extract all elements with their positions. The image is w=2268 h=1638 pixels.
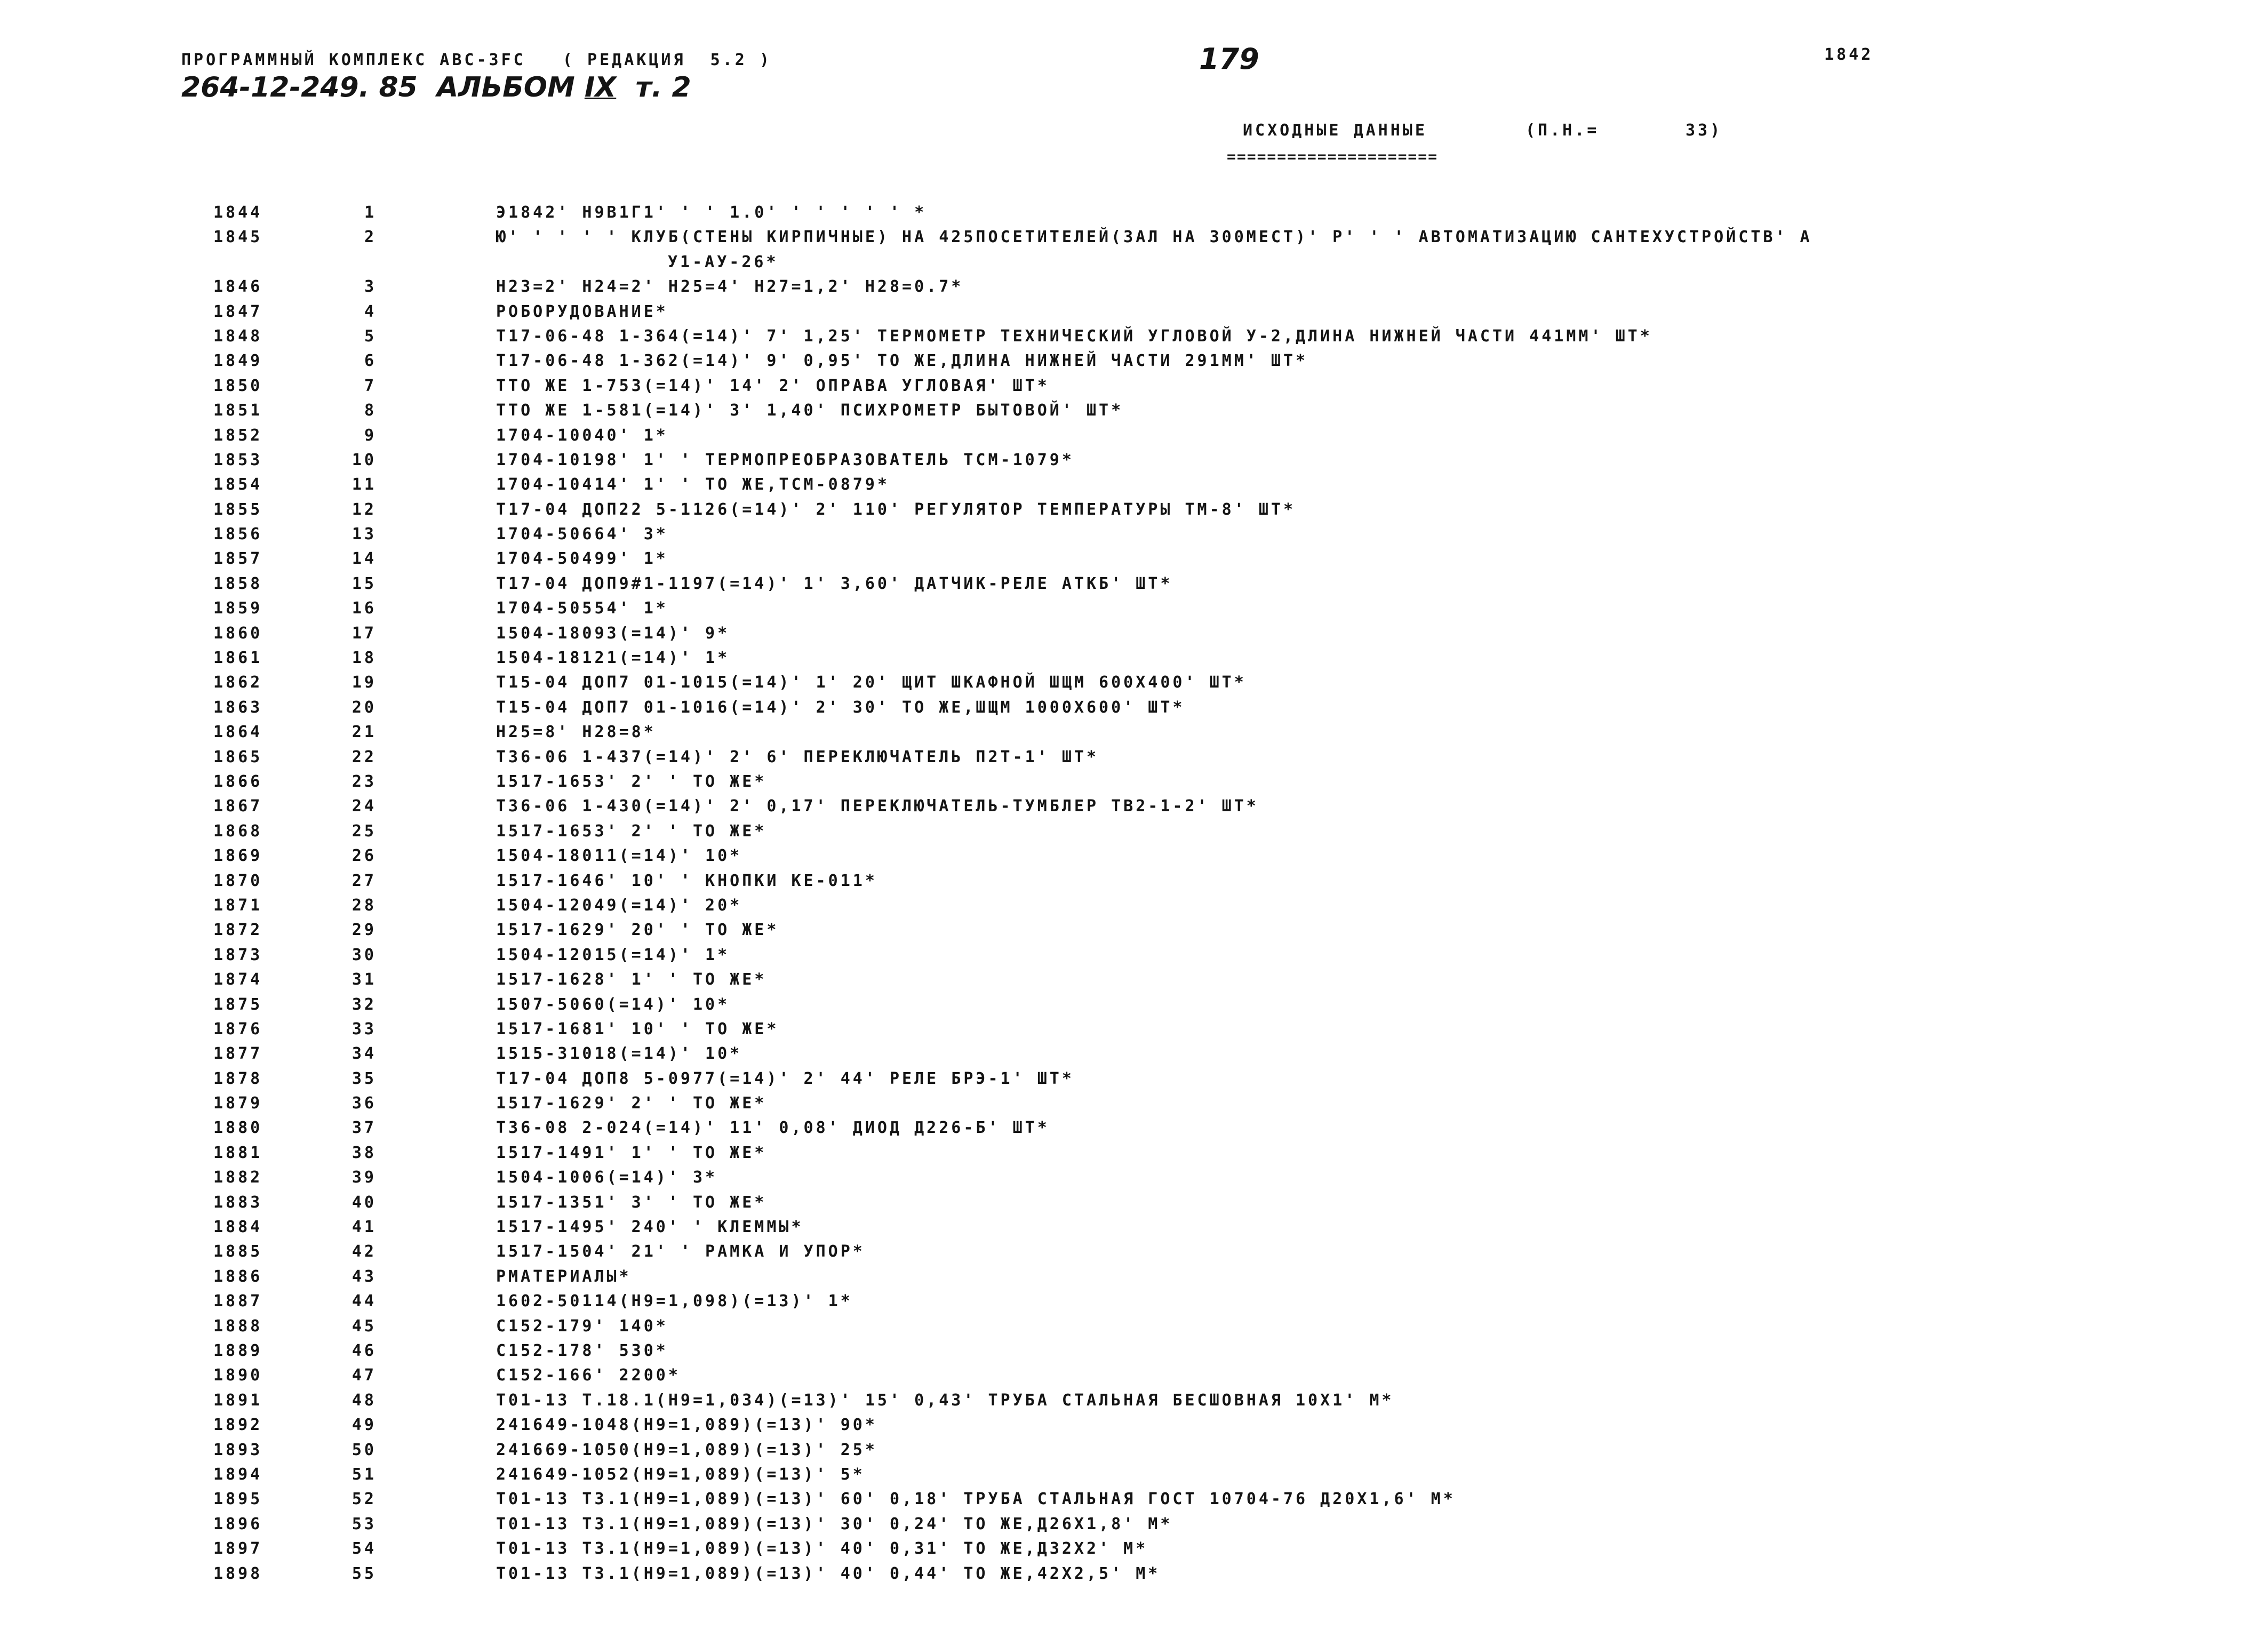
record-number: 1879 bbox=[213, 1094, 263, 1113]
ph-value: 33) bbox=[1686, 121, 1723, 140]
program-header: ПРОГРАММНЫЙ КОМПЛЕКС АВС-ЗFС ( РЕДАКЦИЯ 5.2 ) bbox=[181, 51, 772, 69]
record-text: Т01-13 Т3.1(Н9=1,089)(=13)' 60' 0,18' ТРУБА СТАЛЬНАЯ ГОСТ 10704-76 Д20Х1,6' М* bbox=[496, 1490, 1456, 1509]
record-number: 1853 bbox=[213, 450, 263, 469]
record-number: 1846 bbox=[213, 277, 263, 297]
record-text: 1704-50664' 3* bbox=[496, 525, 668, 544]
listing-row bbox=[0, 424, 2268, 448]
record-text: Т15-04 ДОП7 01-1016(=14)' 2' 30' ТО ЖЕ,ШЩМ 1000Х600' ШТ* bbox=[496, 698, 1185, 717]
listing-row bbox=[0, 1265, 2268, 1289]
record-text: С152-166' 2200* bbox=[496, 1366, 681, 1385]
sequence-number: 53 bbox=[352, 1514, 377, 1533]
record-number: 1888 bbox=[213, 1316, 263, 1336]
listing-row bbox=[0, 300, 2268, 324]
album-roman-numeral: IX bbox=[584, 71, 617, 103]
record-number: 1856 bbox=[213, 525, 263, 544]
listing-row bbox=[0, 869, 2268, 893]
data-listing bbox=[0, 201, 2268, 1586]
record-text: 1504-12049(=14)' 20* bbox=[496, 896, 742, 915]
record-text: Т17-04 ДОП9#1-1197(=14)' 1' 3,60' ДАТЧИК-РЕЛЕ АТКБ' ШТ* bbox=[496, 574, 1173, 593]
record-text: Т17-06-48 1-362(=14)' 9' 0,95' ТО ЖЕ,ДЛИНА НИЖНЕЙ ЧАСТИ 291ММ' ШТ* bbox=[496, 351, 1308, 371]
record-text: Т01-13 Т.18.1(Н9=1,034)(=13)' 15' 0,43' ТРУБА СТАЛЬНАЯ БЕСШОВНАЯ 10Х1' М* bbox=[496, 1391, 1394, 1410]
sequence-number: 6 bbox=[364, 351, 377, 371]
listing-row bbox=[0, 324, 2268, 349]
record-text: Т17-06-48 1-364(=14)' 7' 1,25' ТЕРМОМЕТР ТЕХНИЧЕСКИЙ УГЛОВОЙ У-2,ДЛИНА НИЖНЕЙ ЧАСТИ 441ММ' ШТ* bbox=[496, 326, 1652, 346]
sequence-number: 4 bbox=[364, 302, 377, 321]
listing-row bbox=[0, 201, 2268, 225]
record-text: Т17-04 ДОП22 5-1126(=14)' 2' 110' РЕГУЛЯТОР ТЕМПЕРАТУРЫ ТМ-8' ШТ* bbox=[496, 500, 1296, 519]
listing-row bbox=[0, 498, 2268, 522]
ph-label: (П.Н.= bbox=[1526, 121, 1600, 140]
listing-row bbox=[0, 1190, 2268, 1215]
listing-row bbox=[0, 1141, 2268, 1165]
record-text: 1504-18011(=14)' 10* bbox=[496, 846, 742, 866]
record-number: 1887 bbox=[213, 1292, 263, 1311]
sequence-number: 36 bbox=[352, 1094, 377, 1113]
listing-row bbox=[0, 275, 2268, 299]
record-number: 1860 bbox=[213, 624, 263, 643]
record-text: 1504-18093(=14)' 9* bbox=[496, 624, 730, 643]
listing-row bbox=[0, 398, 2268, 423]
record-text: 241669-1050(Н9=1,089)(=13)' 25* bbox=[496, 1440, 877, 1459]
sequence-number: 54 bbox=[352, 1539, 377, 1559]
record-number: 1868 bbox=[213, 821, 263, 841]
sequence-number: 24 bbox=[352, 797, 377, 816]
listing-row bbox=[0, 1339, 2268, 1363]
record-text: Т01-13 Т3.1(Н9=1,089)(=13)' 40' 0,44' ТО ЖЕ,42Х2,5' М* bbox=[496, 1564, 1161, 1583]
sequence-number: 34 bbox=[352, 1044, 377, 1064]
record-text: Т36-06 1-430(=14)' 2' 0,17' ПЕРЕКЛЮЧАТЕЛЬ-ТУМБЛЕР ТВ2-1-2' ШТ* bbox=[496, 797, 1259, 816]
listing-row bbox=[0, 1215, 2268, 1240]
sequence-number: 28 bbox=[352, 896, 377, 915]
record-text: 1704-10414' 1' ' ТО ЖЕ,ТСМ-0879* bbox=[496, 475, 890, 494]
sequence-number: 21 bbox=[352, 723, 377, 742]
listing-row bbox=[0, 1289, 2268, 1314]
sequence-number: 32 bbox=[352, 995, 377, 1014]
record-number: 1896 bbox=[213, 1514, 263, 1533]
listing-row bbox=[0, 1562, 2268, 1586]
sequence-number: 9 bbox=[364, 426, 377, 445]
listing-row bbox=[0, 794, 2268, 819]
record-text: 1515-31018(=14)' 10* bbox=[496, 1044, 742, 1064]
sequence-number: 37 bbox=[352, 1118, 377, 1138]
sequence-number: 19 bbox=[352, 673, 377, 692]
record-text: 1517-1653' 2' ' ТО ЖЕ* bbox=[496, 772, 767, 791]
record-text: Т15-04 ДОП7 01-1015(=14)' 1' 20' ЩИТ ШКАФНОЙ ШЩМ 600Х400' ШТ* bbox=[496, 673, 1247, 692]
record-number: 1847 bbox=[213, 302, 263, 321]
record-number: 1849 bbox=[213, 351, 263, 371]
record-number: 1886 bbox=[213, 1267, 263, 1286]
record-number: 1855 bbox=[213, 500, 263, 519]
record-text: 1517-1491' 1' ' ТО ЖЕ* bbox=[496, 1143, 767, 1162]
record-number: 1878 bbox=[213, 1069, 263, 1088]
sequence-number: 49 bbox=[352, 1416, 377, 1435]
listing-row bbox=[0, 225, 2268, 275]
sequence-number: 17 bbox=[352, 624, 377, 643]
sequence-number: 22 bbox=[352, 747, 377, 766]
listing-row bbox=[0, 770, 2268, 794]
record-text: Э1842' Н9В1Г1' ' ' 1.0' ' ' ' ' ' * bbox=[496, 203, 927, 222]
listing-row bbox=[0, 1363, 2268, 1388]
listing-row bbox=[0, 448, 2268, 473]
record-number: 1884 bbox=[213, 1218, 263, 1237]
sequence-number: 52 bbox=[352, 1490, 377, 1509]
listing-row bbox=[0, 572, 2268, 596]
record-number: 1862 bbox=[213, 673, 263, 692]
listing-row bbox=[0, 1314, 2268, 1339]
sequence-number: 50 bbox=[352, 1440, 377, 1459]
record-number: 1863 bbox=[213, 698, 263, 717]
sequence-number: 39 bbox=[352, 1168, 377, 1187]
sequence-number: 23 bbox=[352, 772, 377, 791]
record-text: 241649-1048(Н9=1,089)(=13)' 90* bbox=[496, 1416, 877, 1435]
sequence-number: 30 bbox=[352, 945, 377, 964]
record-number: 1874 bbox=[213, 970, 263, 989]
record-number: 1844 bbox=[213, 203, 263, 222]
record-number: 1871 bbox=[213, 896, 263, 915]
record-text: 1517-1504' 21' ' РАМКА И УПОР* bbox=[496, 1242, 865, 1261]
sequence-number: 45 bbox=[352, 1316, 377, 1336]
sequence-number: 47 bbox=[352, 1366, 377, 1385]
title-underline: ===================== bbox=[1227, 148, 1439, 165]
record-number: 1893 bbox=[213, 1440, 263, 1459]
record-number: 1873 bbox=[213, 945, 263, 964]
sequence-number: 20 bbox=[352, 698, 377, 717]
record-text: Т17-04 ДОП8 5-0977(=14)' 2' 44' РЕЛЕ БРЭ-1' ШТ* bbox=[496, 1069, 1074, 1088]
record-text: 1517-1351' 3' ' ТО ЖЕ* bbox=[496, 1193, 767, 1212]
record-number: 1894 bbox=[213, 1465, 263, 1484]
sequence-number: 13 bbox=[352, 525, 377, 544]
record-text: 1517-1653' 2' ' ТО ЖЕ* bbox=[496, 821, 767, 841]
listing-row bbox=[0, 646, 2268, 670]
sequence-number: 7 bbox=[364, 376, 377, 395]
sequence-number: 14 bbox=[352, 549, 377, 569]
record-number: 1889 bbox=[213, 1341, 263, 1360]
sequence-number: 43 bbox=[352, 1267, 377, 1286]
sequence-number: 35 bbox=[352, 1069, 377, 1088]
listing-row bbox=[0, 1240, 2268, 1264]
record-text: 1517-1628' 1' ' ТО ЖЕ* bbox=[496, 970, 767, 989]
listing-row bbox=[0, 1042, 2268, 1066]
record-text: 1704-50554' 1* bbox=[496, 599, 668, 618]
record-text: 1704-50499' 1* bbox=[496, 549, 668, 569]
record-text: Н25=8' Н28=8* bbox=[496, 723, 656, 742]
listing-row bbox=[0, 547, 2268, 571]
record-number: 1897 bbox=[213, 1539, 263, 1559]
listing-row bbox=[0, 1512, 2268, 1537]
listing-row bbox=[0, 374, 2268, 398]
record-number: 1861 bbox=[213, 649, 263, 668]
record-number: 1883 bbox=[213, 1193, 263, 1212]
sequence-number: 12 bbox=[352, 500, 377, 519]
record-number: 1881 bbox=[213, 1143, 263, 1162]
sequence-number: 18 bbox=[352, 649, 377, 668]
listing-row bbox=[0, 696, 2268, 720]
section-title: ИСХОДНЫЕ ДАННЫЕ bbox=[1243, 121, 1427, 140]
listing-row bbox=[0, 1413, 2268, 1437]
sequence-number: 38 bbox=[352, 1143, 377, 1162]
sequence-number: 27 bbox=[352, 871, 377, 890]
record-number: 1859 bbox=[213, 599, 263, 618]
record-number: 1851 bbox=[213, 401, 263, 420]
record-text: 1704-10040' 1* bbox=[496, 426, 668, 445]
record-text-continuation: У1-АУ-26* bbox=[668, 252, 779, 271]
record-text: 1517-1646' 10' ' КНОПКИ КЕ-011* bbox=[496, 871, 877, 890]
record-text: 1517-1629' 2' ' ТО ЖЕ* bbox=[496, 1094, 767, 1113]
listing-row bbox=[0, 943, 2268, 968]
listing-row bbox=[0, 1487, 2268, 1512]
sequence-number: 5 bbox=[364, 326, 377, 346]
record-text: Т36-08 2-024(=14)' 11' 0,08' ДИОД Д226-Б' ШТ* bbox=[496, 1118, 1050, 1138]
record-number: 1858 bbox=[213, 574, 263, 593]
record-text: 1504-12015(=14)' 1* bbox=[496, 945, 730, 964]
listing-row bbox=[0, 819, 2268, 844]
record-text: 241649-1052(Н9=1,089)(=13)' 5* bbox=[496, 1465, 865, 1484]
record-number: 1880 bbox=[213, 1118, 263, 1138]
sequence-number: 25 bbox=[352, 821, 377, 841]
record-text: РОБОРУДОВАНИЕ* bbox=[496, 302, 668, 321]
sequence-number: 16 bbox=[352, 599, 377, 618]
sequence-number: 48 bbox=[352, 1391, 377, 1410]
handwritten-reference: 264-12-249. 85 АЛЬБОМ IX т. 2 bbox=[181, 71, 691, 103]
record-text: РМАТЕРИАЛЫ* bbox=[496, 1267, 632, 1286]
record-text: 1704-10198' 1' ' ТЕРМОПРЕОБРАЗОВАТЕЛЬ ТСМ-1079* bbox=[496, 450, 1074, 469]
record-number: 1857 bbox=[213, 549, 263, 569]
sequence-number: 8 bbox=[364, 401, 377, 420]
record-number: 1875 bbox=[213, 995, 263, 1014]
record-text: 1517-1681' 10' ' ТО ЖЕ* bbox=[496, 1019, 779, 1038]
listing-row bbox=[0, 1165, 2268, 1190]
handwritten-page-number: 179 bbox=[1199, 42, 1259, 76]
record-number: 1876 bbox=[213, 1019, 263, 1038]
record-text: 1517-1629' 20' ' ТО ЖЕ* bbox=[496, 921, 779, 940]
sequence-number: 41 bbox=[352, 1218, 377, 1237]
record-number: 1890 bbox=[213, 1366, 263, 1385]
record-text: С152-178' 530* bbox=[496, 1341, 668, 1360]
sequence-number: 46 bbox=[352, 1341, 377, 1360]
record-number: 1848 bbox=[213, 326, 263, 346]
listing-row bbox=[0, 745, 2268, 770]
listing-row bbox=[0, 844, 2268, 868]
sequence-number: 2 bbox=[364, 228, 377, 247]
record-text: 1504-18121(=14)' 1* bbox=[496, 649, 730, 668]
sequence-number: 10 bbox=[352, 450, 377, 469]
record-number: 1872 bbox=[213, 921, 263, 940]
listing-row bbox=[0, 596, 2268, 621]
record-text: 1504-1006(=14)' 3* bbox=[496, 1168, 718, 1187]
record-text: Н23=2' Н24=2' Н25=4' Н27=1,2' Н28=0.7* bbox=[496, 277, 964, 297]
listing-row bbox=[0, 349, 2268, 373]
record-number: 1898 bbox=[213, 1564, 263, 1583]
listing-row bbox=[0, 1463, 2268, 1487]
record-text: Ю' ' ' ' ' КЛУБ(СТЕНЫ КИРПИЧНЫЕ) НА 425ПОСЕТИТЕЛЕЙ(ЗАЛ НА 300МЕСТ)' Р' ' ' АВТОМАТИЗАЦИЮ САНТЕХУСТРОЙСТВ' А bbox=[496, 228, 1812, 247]
listing-row bbox=[0, 1537, 2268, 1561]
sequence-number: 33 bbox=[352, 1019, 377, 1038]
record-number: 1852 bbox=[213, 426, 263, 445]
sequence-number: 51 bbox=[352, 1465, 377, 1484]
sequence-number: 29 bbox=[352, 921, 377, 940]
listing-row bbox=[0, 621, 2268, 646]
listing-row bbox=[0, 993, 2268, 1017]
record-number: 1869 bbox=[213, 846, 263, 866]
listing-row bbox=[0, 1388, 2268, 1413]
listing-row bbox=[0, 1067, 2268, 1091]
record-number: 1866 bbox=[213, 772, 263, 791]
record-number: 1892 bbox=[213, 1416, 263, 1435]
record-number: 1895 bbox=[213, 1490, 263, 1509]
listing-row bbox=[0, 720, 2268, 745]
sequence-number: 11 bbox=[352, 475, 377, 494]
sequence-number: 44 bbox=[352, 1292, 377, 1311]
listing-row bbox=[0, 1017, 2268, 1042]
record-number: 1850 bbox=[213, 376, 263, 395]
record-text: Т01-13 Т3.1(Н9=1,089)(=13)' 40' 0,31' ТО ЖЕ,Д32Х2' М* bbox=[496, 1539, 1148, 1559]
listing-row bbox=[0, 522, 2268, 547]
listing-row bbox=[0, 1438, 2268, 1463]
record-text: 1602-50114(Н9=1,098)(=13)' 1* bbox=[496, 1292, 853, 1311]
sequence-number: 15 bbox=[352, 574, 377, 593]
record-number: 1864 bbox=[213, 723, 263, 742]
record-number: 1870 bbox=[213, 871, 263, 890]
page-number: 1842 bbox=[1824, 45, 1874, 64]
sequence-number: 42 bbox=[352, 1242, 377, 1261]
listing-row bbox=[0, 893, 2268, 918]
listing-row bbox=[0, 670, 2268, 695]
sequence-number: 26 bbox=[352, 846, 377, 866]
sequence-number: 31 bbox=[352, 970, 377, 989]
record-number: 1891 bbox=[213, 1391, 263, 1410]
record-number: 1885 bbox=[213, 1242, 263, 1261]
record-text: 1517-1495' 240' ' КЛЕММЫ* bbox=[496, 1218, 804, 1237]
sequence-number: 1 bbox=[364, 203, 377, 222]
record-text: ТТО ЖЕ 1-753(=14)' 14' 2' ОПРАВА УГЛОВАЯ' ШТ* bbox=[496, 376, 1050, 395]
listing-row bbox=[0, 1116, 2268, 1140]
record-text: Т01-13 Т3.1(Н9=1,089)(=13)' 30' 0,24' ТО ЖЕ,Д26Х1,8' М* bbox=[496, 1514, 1173, 1533]
record-number: 1845 bbox=[213, 228, 263, 247]
record-text: Т36-06 1-437(=14)' 2' 6' ПЕРЕКЛЮЧАТЕЛЬ П2Т-1' ШТ* bbox=[496, 747, 1099, 766]
record-number: 1867 bbox=[213, 797, 263, 816]
sequence-number: 40 bbox=[352, 1193, 377, 1212]
record-number: 1865 bbox=[213, 747, 263, 766]
listing-row bbox=[0, 473, 2268, 497]
listing-row bbox=[0, 968, 2268, 992]
listing-row bbox=[0, 1091, 2268, 1116]
record-number: 1854 bbox=[213, 475, 263, 494]
sequence-number: 55 bbox=[352, 1564, 377, 1583]
record-text: 1507-5060(=14)' 10* bbox=[496, 995, 730, 1014]
record-text: ТТО ЖЕ 1-581(=14)' 3' 1,40' ПСИХРОМЕТР БЫТОВОЙ' ШТ* bbox=[496, 401, 1124, 420]
listing-row bbox=[0, 918, 2268, 942]
record-number: 1882 bbox=[213, 1168, 263, 1187]
sequence-number: 3 bbox=[364, 277, 377, 297]
record-number: 1877 bbox=[213, 1044, 263, 1064]
record-text: С152-179' 140* bbox=[496, 1316, 668, 1336]
